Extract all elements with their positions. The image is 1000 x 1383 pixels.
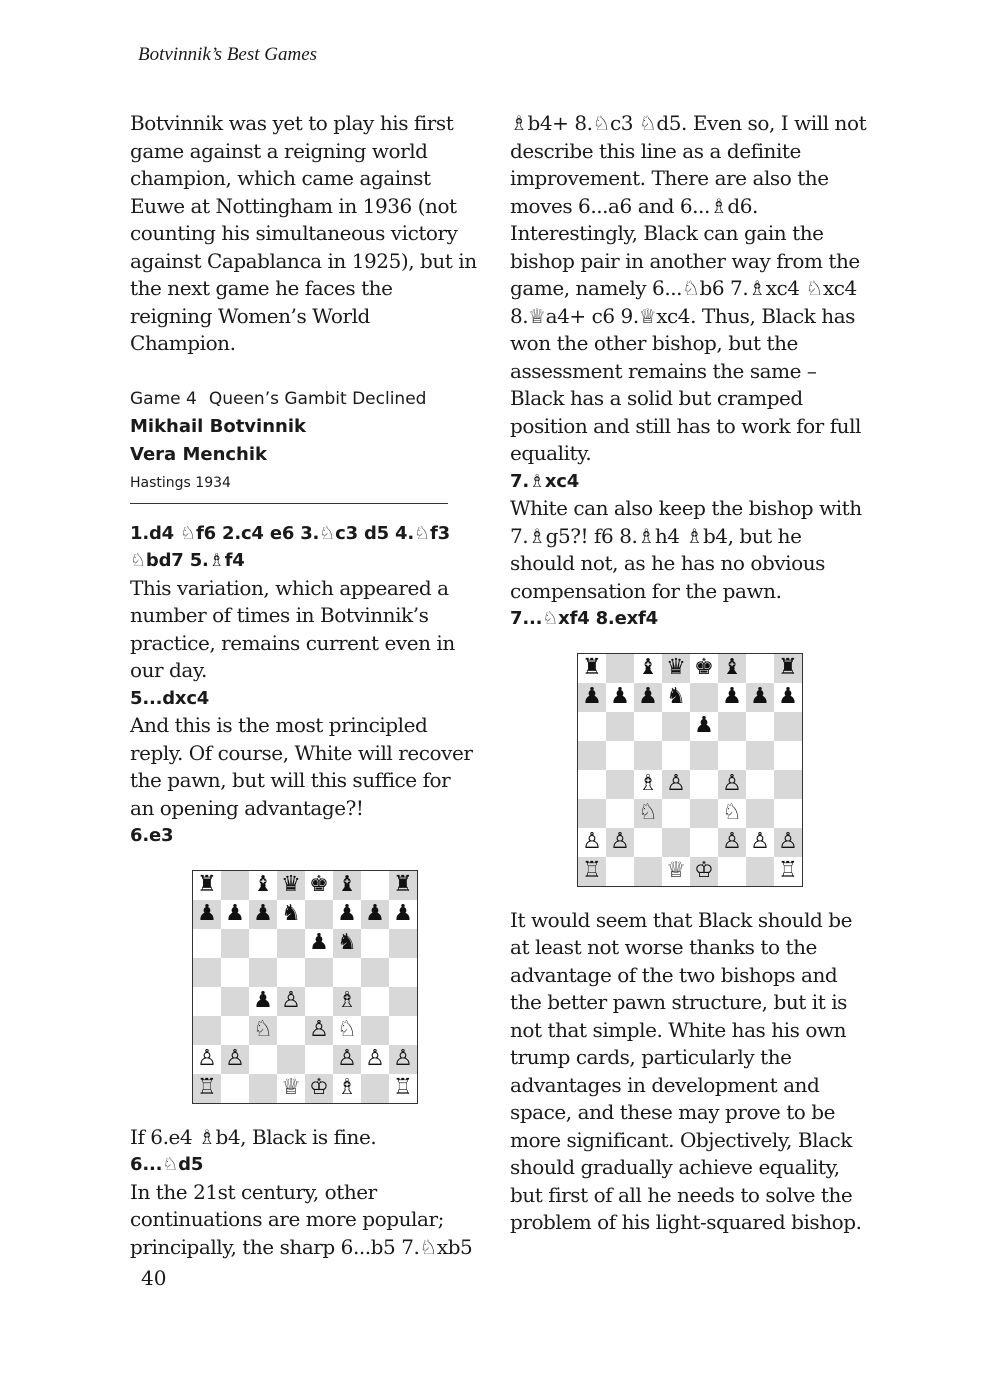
board-square: ♜ <box>193 871 221 900</box>
board-square: ♟ <box>634 683 662 712</box>
left-column <box>130 110 480 1261</box>
board-square: ♟ <box>249 900 277 929</box>
game-opening: Queen’s Gambit Declined <box>208 388 427 409</box>
board-square: ♙ <box>718 828 746 857</box>
board-square <box>662 741 690 770</box>
board-square: ♞ <box>277 900 305 929</box>
commentary-1: This variation, which appeared a number of times in Botvinnik’s practice, remains current even in our day. <box>130 575 455 682</box>
commentary-4: In the 21st century, other continuations are more popular; principally, the sharp 6...b5 7.♘xb5 <box>130 1179 473 1259</box>
board-square <box>249 1074 277 1103</box>
board-square <box>277 1016 305 1045</box>
chess-diagram-2 <box>577 653 803 887</box>
board-square: ♙ <box>277 987 305 1016</box>
board-square <box>249 929 277 958</box>
board-square <box>746 712 774 741</box>
board-square: ♘ <box>249 1016 277 1045</box>
board-square: ♜ <box>578 654 606 683</box>
board-square <box>305 1045 333 1074</box>
commentary-6: White can also keep the bishop with 7.♗g5?! f6 8.♗h4 ♗b4, but he should not, as he has no obvious compensation for the pawn. <box>510 496 862 603</box>
board-square <box>690 828 718 857</box>
board-square: ♖ <box>774 857 802 886</box>
board-square <box>578 712 606 741</box>
board-square <box>578 799 606 828</box>
board-square <box>774 712 802 741</box>
board-square: ♙ <box>333 1045 361 1074</box>
header-rule <box>130 503 448 504</box>
board-square <box>718 857 746 886</box>
board-square: ♝ <box>634 654 662 683</box>
board-square: ♘ <box>634 799 662 828</box>
board-square <box>249 1045 277 1074</box>
board-square: ♟ <box>690 712 718 741</box>
white-player: Mikhail Botvinnik <box>130 415 306 437</box>
board-square <box>718 741 746 770</box>
board-square <box>774 799 802 828</box>
page-number: 40 <box>141 1266 167 1290</box>
board-square <box>221 958 249 987</box>
board-square: ♖ <box>193 1074 221 1103</box>
board-square <box>746 799 774 828</box>
board-square <box>606 799 634 828</box>
board-square: ♕ <box>662 857 690 886</box>
board-square <box>221 871 249 900</box>
board-square <box>389 958 417 987</box>
board-square <box>634 828 662 857</box>
moves-2: 5...dxc4 <box>130 687 210 709</box>
board-square: ♞ <box>333 929 361 958</box>
commentary-3: If 6.e4 ♗b4, Black is fine. <box>130 1124 377 1149</box>
board-square: ♙ <box>746 828 774 857</box>
moves-4: 6...♘d5 <box>130 1154 204 1175</box>
board-square: ♙ <box>305 1016 333 1045</box>
board-square <box>774 770 802 799</box>
black-player: Vera Menchik <box>130 443 268 465</box>
board-square <box>662 799 690 828</box>
commentary-2: And this is the most principled reply. Of course, White will recover the pawn, but will this suffice for an opening advantage?! <box>130 713 473 820</box>
board-square: ♟ <box>305 929 333 958</box>
board-square: ♙ <box>389 1045 417 1074</box>
board-square <box>606 741 634 770</box>
board-square <box>690 770 718 799</box>
board-square: ♗ <box>333 1074 361 1103</box>
board-square <box>193 987 221 1016</box>
game-info-line <box>130 385 480 413</box>
board-square <box>718 712 746 741</box>
board-square: ♟ <box>361 900 389 929</box>
board-square <box>389 929 417 958</box>
board-square <box>193 958 221 987</box>
moves-5: 7.♗xc4 <box>510 470 580 492</box>
board-square <box>277 1045 305 1074</box>
moves-3: 6.e3 <box>130 825 174 846</box>
board-square <box>361 987 389 1016</box>
board-square <box>193 1016 221 1045</box>
board-square <box>333 958 361 987</box>
board-square: ♝ <box>333 871 361 900</box>
board-square <box>634 857 662 886</box>
board-square <box>221 929 249 958</box>
board-square <box>606 770 634 799</box>
commentary-5: ♗b4+ 8.♘c3 ♘d5. Even so, I will not describe this line as a definite improvement. There are also the moves 6...a6 and 6...♗d6. Interestingly, Black can gain the bishop pair in another way from the game, namely 6...♘b6 7.♗xc4 ♘xc4 8.♕a4+ c6 9.♕xc4. Thus, Black has won the other bishop, but the assessment remains the same – Black has a solid but cramped position and still has to work for full equality. <box>510 111 867 465</box>
board-square <box>277 929 305 958</box>
board-square: ♚ <box>305 871 333 900</box>
board-square <box>746 770 774 799</box>
board-square: ♙ <box>606 828 634 857</box>
chess-diagram-1 <box>192 870 418 1104</box>
board-square: ♙ <box>662 770 690 799</box>
board-square <box>606 857 634 886</box>
intro-paragraph: Botvinnik was yet to play his first game against a reigning world champion, which came against Euwe at Nottingham in 1936 (not counting his simultaneous victory against Capablanca in 1925), but in the next game he faces the reigning Women’s World Champion. <box>130 111 477 355</box>
board-square: ♙ <box>774 828 802 857</box>
moves-1: 1.d4 ♘f6 2.c4 e6 3.♘c3 d5 4.♘f3 ♘bd7 5.♗f4 <box>130 522 450 571</box>
board-square: ♗ <box>634 770 662 799</box>
board-square <box>361 1074 389 1103</box>
board-square <box>193 929 221 958</box>
board-square <box>746 857 774 886</box>
board-square <box>578 741 606 770</box>
board-square <box>361 1016 389 1045</box>
board-square: ♛ <box>662 654 690 683</box>
board-square: ♜ <box>389 871 417 900</box>
board-square <box>221 987 249 1016</box>
board-square <box>578 770 606 799</box>
board-square: ♟ <box>221 900 249 929</box>
board-square: ♟ <box>389 900 417 929</box>
board-square: ♟ <box>718 683 746 712</box>
running-header: Botvinnik’s Best Games <box>138 44 318 65</box>
board-square <box>389 987 417 1016</box>
board-square: ♔ <box>305 1074 333 1103</box>
board-square: ♛ <box>277 871 305 900</box>
board-square: ♟ <box>249 987 277 1016</box>
board-square <box>305 987 333 1016</box>
board-square <box>277 958 305 987</box>
board-square <box>662 712 690 741</box>
board-square <box>690 683 718 712</box>
board-square: ♘ <box>718 799 746 828</box>
board-square: ♟ <box>578 683 606 712</box>
board-square <box>361 929 389 958</box>
board-square <box>746 741 774 770</box>
board-square <box>662 828 690 857</box>
commentary-7: It would seem that Black should be at least not worse thanks to the advantage of the two bishops and the better pawn structure, but it is not that simple. White has his own trump cards, particularly the advantages in development and space, and these may prove to be more significant. Objectively, Black should gradually achieve equality, but first of all he needs to solve the problem of his light-squared bishop. <box>510 907 862 1234</box>
board-square: ♝ <box>718 654 746 683</box>
board-square: ♔ <box>690 857 718 886</box>
board-square: ♟ <box>606 683 634 712</box>
board-square: ♞ <box>662 683 690 712</box>
board-square: ♖ <box>389 1074 417 1103</box>
game-number: Game 4 <box>130 388 197 409</box>
board-square: ♗ <box>333 987 361 1016</box>
board-square: ♟ <box>193 900 221 929</box>
game-place: Hastings 1934 <box>130 474 231 491</box>
board-square <box>606 654 634 683</box>
board-square: ♜ <box>774 654 802 683</box>
board-square: ♟ <box>746 683 774 712</box>
board-square <box>249 958 277 987</box>
board-square: ♘ <box>333 1016 361 1045</box>
board-square <box>690 741 718 770</box>
board-square <box>606 712 634 741</box>
board-square <box>361 958 389 987</box>
board-square: ♖ <box>578 857 606 886</box>
board-square <box>305 900 333 929</box>
game-header <box>130 385 480 504</box>
board-square: ♟ <box>774 683 802 712</box>
board-square <box>746 654 774 683</box>
board-square: ♙ <box>193 1045 221 1074</box>
board-square: ♙ <box>578 828 606 857</box>
board-square: ♝ <box>249 871 277 900</box>
board-square <box>634 712 662 741</box>
board-square: ♙ <box>361 1045 389 1074</box>
board-square: ♚ <box>690 654 718 683</box>
board-square: ♙ <box>718 770 746 799</box>
board-square <box>634 741 662 770</box>
board-square <box>389 1016 417 1045</box>
board-square <box>361 871 389 900</box>
moves-6: 7...♘xf4 8.exf4 <box>510 608 658 629</box>
board-square <box>690 799 718 828</box>
board-square <box>221 1016 249 1045</box>
board-square: ♕ <box>277 1074 305 1103</box>
board-square <box>221 1074 249 1103</box>
right-column <box>510 110 870 1237</box>
board-square: ♟ <box>333 900 361 929</box>
board-square <box>305 958 333 987</box>
board-square: ♙ <box>221 1045 249 1074</box>
board-square <box>774 741 802 770</box>
